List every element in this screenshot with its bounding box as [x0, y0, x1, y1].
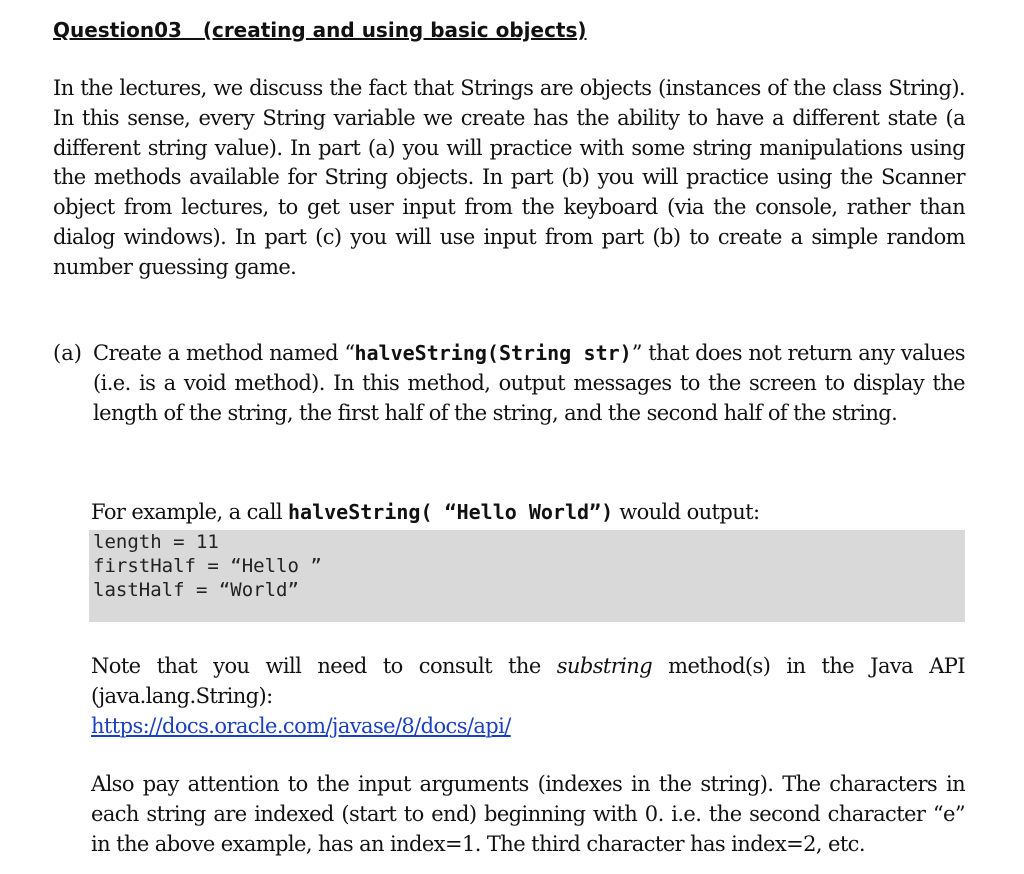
- note-emphasis: substring: [556, 654, 653, 678]
- note-before: Note that you will need to consult the: [91, 654, 557, 678]
- part-a: [53, 339, 965, 428]
- example-call: halveString( “Hello World”): [288, 500, 614, 524]
- part-a-text-before: Create a method named “: [93, 341, 355, 365]
- example-suffix: would output:: [613, 500, 760, 524]
- part-a-label: (a): [53, 341, 82, 365]
- example-intro: [91, 498, 965, 528]
- code-line-first-half: firstHalf = “Hello ”: [93, 555, 322, 577]
- note-after: method(s) in the Java API (java.lang.String):: [91, 654, 965, 708]
- part-a-text-after: ” that does not return any values (i.e. is a void method). In this method, output messages to the screen to display the length of the string, the first half of the string, and the second half of the string.: [93, 341, 965, 425]
- example-prefix: For example, a call: [91, 500, 289, 524]
- note-paragraph: [91, 652, 965, 741]
- also-paragraph: Also pay attention to the input arguments (indexes in the string). The characters in each string are indexed (start to end) beginning with 0. i.e. the second character “e” in the above example, has an index=1. The third character has index=2, etc.: [91, 772, 965, 856]
- code-line-length: length = 11: [93, 531, 219, 553]
- intro-paragraph: In the lectures, we discuss the fact that Strings are objects (instances of the class String). In this sense, every String variable we create has the ability to have a different state (a different string value). In part (a) you will practice with some string manipulations using the methods available for String objects. In part (b) you will practice using the Scanner object from lectures, to get user input from the keyboard (via the console, rather than dialog windows). In part (c) you will use input from part (b) to create a simple random number guessing game.: [53, 76, 965, 279]
- question-title: Question03 (creating and using basic objects): [53, 18, 587, 42]
- part-a-text: [93, 339, 965, 428]
- method-signature: halveString(String str): [354, 341, 632, 365]
- example-output-box: [89, 530, 965, 622]
- code-line-last-half: lastHalf = “World”: [93, 579, 299, 601]
- document-page: [53, 14, 965, 856]
- java-api-link[interactable]: https://docs.oracle.com/javase/8/docs/api/: [91, 713, 511, 738]
